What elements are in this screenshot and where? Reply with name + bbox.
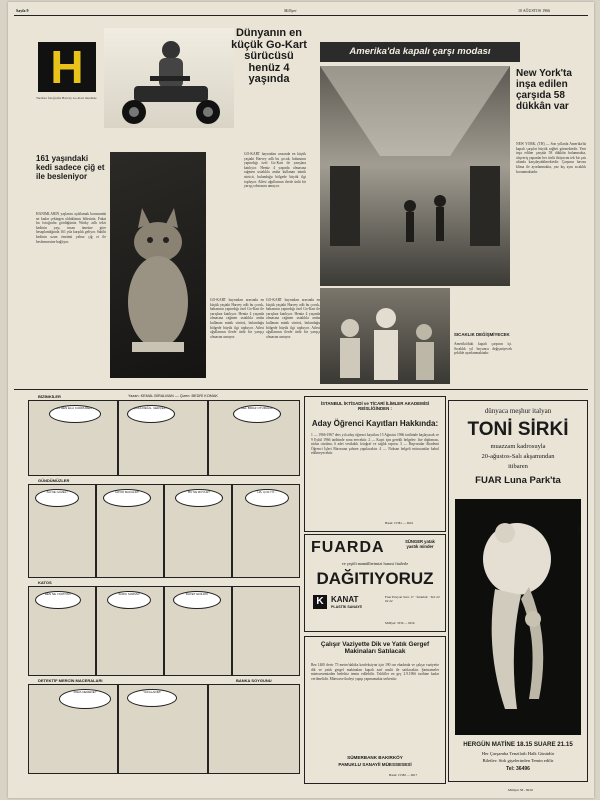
footer-ref: Milliyet 38 - 6916 — [508, 788, 533, 792]
speech-bubble: DAVET EDİLDİK — [173, 591, 221, 609]
comic-panel-3-3 — [164, 586, 232, 676]
akademi-body: 1 — 1966-1967 ders yılı aday öğrenci kayıtları 15 Ağustos 1966 tarihinde başlayacak ve 9 Eylül 1966 tarihinde sona erecektir. 2 — Kayıt için gerekli belgeler: lise diploması, nüfus cüzdanı, 6 adet vesikalık fotoğraf ve sağlık raporu. 3 — Başvurular Akademi Öğrenci İşleri Bürosuna şahsen yapılacaktır. 4 — Noksan belgeli müracaatlar kabul edilmeyecektir. — [311, 433, 439, 456]
toni-intro: dünyaca meşhur italyan — [484, 407, 552, 415]
sumerbank-ref: Basın: 15382 — 6917 — [389, 773, 418, 777]
cat-body: HANIMLARIN yaşlarını açıklamak konusunda ne kadar çekingen olduklarını bilirsiniz. Fakat bu fotoğrafta gördüğünüz Winky adlı tekir kedinin yaşı, insan ömrüne göre hesaplandığında 161 yıla karşılık geliyor. Sahibi kedinin uzun ömrünü yalnız çiğ et ile beslenmesine bağlıyor. — [36, 212, 106, 244]
sumerbank-issuer-2: PAMUKLU SANAYİİ MÜESSESESİ — [338, 762, 412, 767]
speech-bubble: ŞAKA DEĞİL, GERÇEK... — [127, 405, 175, 423]
toni-itibaren: itibaren — [508, 463, 528, 470]
toni-tel: Tel: 36496 — [506, 766, 530, 772]
speech-bubble: BU BEN ELLİ KUDRUMEN? — [49, 405, 101, 423]
speech-bubble: GEL BİRAZ OTURALIM — [233, 405, 281, 423]
gokart-body-2: GO-KART hayranları arasında en küçük yaştaki Harvey adlı bu çocuk, babasının yaptırdığı özel Go-Kart ile yarışlara katılıyor. Henüz 4 yaşında olmasına rağmen ustalıkla araba kullanan minik sürücü, bulunduğu bölgede büyük ilgi topluyor. Ailesi oğullarının ilerde ünlü bir yarışçı olmasını umuyor. — [210, 298, 264, 339]
speech-bubble: HA, ÇOK İYİ... — [245, 489, 289, 507]
akademi-ref: Basın: 15381 — 6916 — [385, 521, 414, 525]
speech-bubble: HAYDİ BAKALIM! — [103, 489, 151, 507]
comic-panel-2-2 — [96, 484, 164, 578]
akademi-title: Aday Öğrenci Kayıtları Hakkında: — [311, 419, 439, 428]
kanat-ad — [304, 534, 446, 632]
acrobats-icon — [455, 499, 581, 735]
sumerbank-body: Bez 1400 devir 75 metre/dakika konfeksiyon için 190 cm ebadında ve çalışır vaziyette dik ve yatık gergef makinaları kapalı zarf usulü ile satılacaktır. Şartnameler müessesemizden bedelsiz temin edilebilir. Teklifler en geç 2.9.1966 tarihine kadar verilmelidir. Müessese ihaleyi yapıp yapmamakta serbesttir. — [311, 663, 439, 681]
sumerbank-issuer-1: SÜMERBANK BAKIRKÖY — [347, 755, 403, 760]
speech-bubble: SORU SORMA! — [107, 591, 151, 609]
mall-interior-icon — [320, 66, 510, 286]
comic-panel-1-3 — [208, 400, 300, 476]
h-logo: H — [38, 42, 96, 92]
toni-sub: muazzam kadrosuyla — [490, 443, 546, 450]
kanat-fuarda: FUARDA — [311, 539, 385, 556]
toni-info-2: Biletler: Sirk gişelerinden Temin edilir — [482, 758, 554, 763]
comic-panel-1-1 — [28, 400, 118, 476]
akademi-org: İSTANBUL İKTİSADİ ve TİCARİ İLİMLER AKADEMİSİ REİSLİĞİNDEN : — [320, 401, 430, 412]
speech-bubble: YAKALADIM! — [127, 689, 177, 707]
comic-panel-4-2 — [118, 684, 208, 774]
gokart-photo — [104, 28, 234, 128]
comic-panel-3-2 — [96, 586, 164, 676]
kanat-side: SÜNGER yatak yastık minder — [405, 539, 435, 549]
speech-bubble: PARA NEREDE? — [59, 689, 111, 709]
kanat-brand: KANAT — [331, 595, 359, 604]
kanat-logo-icon: K — [313, 595, 327, 609]
comic-panel-3-1 — [28, 586, 96, 676]
comic-panel-4-3 — [208, 684, 300, 774]
kanat-brand-sub: PLASTİK SANAYİİ — [331, 605, 362, 609]
gokart-body-3: GO-KART hayranları arasında en küçük yaştaki Harvey adlı bu çocuk, babasının yaptırdığı özel Go-Kart ile yarışlara katılıyor. Henüz 4 yaşında olmasına rağmen ustalıkla araba kullanan minik sürücü, bulunduğu bölgede büyük ilgi topluyor. Ailesi oğullarının ilerde ünlü bir yarışçı olmasını umuyor. — [266, 298, 320, 339]
speech-bubble: BU NE BÖYLE? — [175, 489, 223, 507]
mall-headline: New York'ta inşa edilen çarşıda 58 dükkân var — [516, 68, 572, 112]
cat-icon — [110, 152, 206, 378]
sumerbank-title: Çalışır Vaziyette Dik ve Yatık Gergef Makinaları Satılacak — [320, 641, 430, 656]
gokart-headline: Dünyanın en küçük Go-Kart sürücüsü henüz 4 yaşında — [231, 27, 307, 85]
mall-photo — [320, 66, 510, 286]
mall-caption-title: SICAKLIK DEĞİŞMİYECEK — [454, 332, 510, 337]
strip-title-2: GÜNDÜMÜZLER — [38, 478, 70, 483]
logo-caption: Tarafsız fotoğrafta Harvey Go-Kart üzerinde — [36, 96, 97, 100]
kanat-dagitiyoruz: DAĞITIYORUZ — [316, 569, 434, 588]
newspaper-page — [8, 2, 594, 798]
paper-name: Milliyet — [284, 8, 297, 13]
header-rule — [14, 15, 588, 16]
page-number: Sayfa 9 — [16, 8, 29, 13]
section-rule — [14, 389, 588, 390]
gokart-icon — [104, 28, 234, 128]
strip-title-4b: BANKA SOYGUNU — [236, 678, 272, 683]
shoppers-photo — [320, 288, 450, 384]
toni-date: 20-ağustos-Salı akşamından — [481, 453, 555, 460]
mall-body-1: NEW YORK, (TH) — Son yıllarda Amerika'da kapalı çarşılar büyük rağbet görmektedir. Yeni inşa edilen çarşıda 58 dükkân bulunmakta, alışveriş yapanlar her türlü ihtiyacını tek bir çatı altında karşılayabilmektedir. Çarşının havası klima ile ayarlanmakta, yaz kış aynı sıcaklık korunmaktadır. — [516, 142, 586, 174]
comic-panel-2-4 — [232, 484, 300, 578]
comic-panel-2-3 — [164, 484, 232, 578]
comic-panel-4-1 — [28, 684, 118, 774]
mall-banner: Amerika'da kapalı çarşı modası — [320, 42, 520, 62]
kanat-address: Fuar Pavyon Sıra: 17 · İstanbul · Tel: 22 02 22 — [385, 595, 440, 604]
toni-show: HERGÜN MATİNE 18.15 SUARE 21.15 — [463, 741, 573, 748]
shoppers-icon — [320, 288, 450, 384]
toni-signature: CAN — [576, 525, 582, 534]
strip-title-1: BİZİMKİLER — [38, 394, 61, 399]
acrobats-photo — [455, 499, 581, 735]
comic-panel-2-1 — [28, 484, 96, 578]
toni-info-1: Her Çarşamba Tenzilatlı Halk Günüdür — [481, 751, 555, 756]
comic-panel-1-2 — [118, 400, 208, 476]
issue-date: 10 AĞUSTOS 1966 — [518, 8, 551, 13]
gokart-body-1: GO-KART hayranları arasında en küçük yaştaki Harvey adlı bu çocuk, babasının yaptırdığı özel Go-Kart ile yarışlara katılıyor. Henüz 4 yaşında olmasına rağmen ustalıkla araba kullanan minik sürücü, bulunduğu bölgede büyük ilgi topluyor. Ailesi oğullarının ilerde ünlü bir yarışçı olmasını umuyor. — [244, 152, 306, 189]
toni-sirki-ad — [448, 400, 588, 782]
kanat-line2: ve çeşitli mamûllerimizi hususi fiatlerle — [341, 561, 409, 566]
comic-panel-3-4 — [232, 586, 300, 676]
kanat-ref: Milliyet: 3336 — 6916 — [385, 621, 415, 625]
speech-bubble: AH NE GÜZEL! — [35, 489, 79, 507]
toni-name: TONİ SİRKİ — [467, 419, 569, 440]
strip-title-3: KATOS — [38, 580, 52, 585]
toni-venue: FUAR Luna Park'ta — [475, 475, 561, 486]
mall-caption: Amerika'daki kapalı çarşının içi. Sıcaklık yıl boyunca değişmiyecek şekilde ayarlanmaktadır. — [454, 342, 512, 356]
cat-photo — [110, 152, 206, 378]
cat-headline: 161 yaşındaki kedi sadece çiğ et ile besleniyor — [36, 154, 105, 181]
sumerbank-ad — [304, 636, 446, 784]
speech-bubble: BEN NE YAPAYIM? — [35, 591, 81, 609]
comic-credit: Yazan: KEMAL BİRALMAN — Çizen: BEDRİ KOMAK — [128, 394, 218, 398]
strip-title-4: DETEKTİF MERCİN MACERALARI — [38, 678, 103, 683]
akademi-ad — [304, 396, 446, 532]
